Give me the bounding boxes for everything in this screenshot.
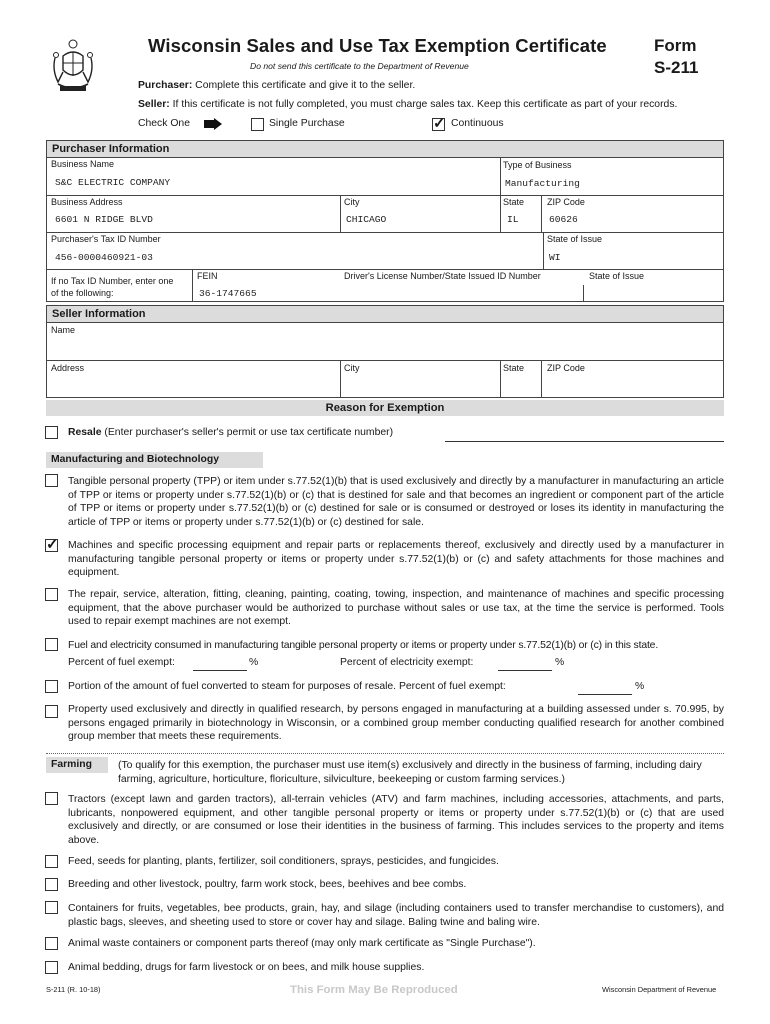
purchaser-info-heading: Purchaser Information xyxy=(46,140,724,157)
steam-pct-sign: % xyxy=(635,681,645,692)
reproduced-notice: This Form May Be Reproduced xyxy=(290,984,458,996)
form-revision: S-211 (R. 10-18) xyxy=(46,985,101,994)
fein-label: FEIN xyxy=(197,271,218,281)
form-title: Wisconsin Sales and Use Tax Exemption Certificate xyxy=(148,35,607,56)
farm-bedding-checkbox[interactable] xyxy=(45,961,58,974)
farm-livestock-checkbox[interactable] xyxy=(45,878,58,891)
elec-pct-field[interactable] xyxy=(498,670,552,671)
mfg-repair-text: The repair, service, alteration, fitting, cleaning, painting, coating, towing, inspection, and maintenance of machines and specific processing equipment, that the above purchaser would be authorized to purchase without sales or use tax, at the time the service is performed. Tools used to repair exempt machines are not exempt. xyxy=(68,589,724,628)
farm-tractors-checkbox[interactable] xyxy=(45,792,58,805)
city-label: City xyxy=(344,197,360,207)
state-value[interactable]: IL xyxy=(507,214,519,225)
seller-zip-label: ZIP Code xyxy=(547,363,585,373)
state-of-issue-value[interactable]: WI xyxy=(549,252,561,263)
drivers-license-label: Driver's License Number/State Issued ID Number xyxy=(344,271,541,281)
fuel-pct-field[interactable] xyxy=(193,670,247,671)
seller-instruction: Seller: If this certificate is not fully completed, you must charge sales tax. Keep this certificate as part of your records. xyxy=(138,99,678,110)
resale-number-field[interactable] xyxy=(445,441,724,442)
seller-city-label: City xyxy=(344,363,360,373)
type-of-business-value[interactable]: Manufacturing xyxy=(505,178,580,189)
seller-name-label: Name xyxy=(51,325,76,335)
farm-bedding-text: Animal bedding, drugs for farm livestock or on bees, and milk house supplies. xyxy=(68,962,425,973)
business-address-value[interactable]: 6601 N RIDGE BLVD xyxy=(55,214,153,225)
type-of-business-label: Type of Business xyxy=(503,160,572,170)
resale-checkbox[interactable] xyxy=(45,426,58,439)
purchaser-instruction: Purchaser: Complete this certificate and give it to the seller. xyxy=(138,80,416,91)
mfg-machines-text: Machines and specific processing equipment and repair parts or replacements thereof, exclusively and directly used by a manufacturer in manufacturing tangible personal property or items or property under s.77.52(1)(b) or (c) and safety attachments for those machines and equipment. xyxy=(68,540,724,579)
mfg-research-text: Property used exclusively and directly in qualified research, by persons engaged in manufacturing at a building assessed under s. 70.995, by persons engaged primarily in biotechnology in Wisconsin, or a combined group member conducting qualified research for another combined group member that meets these requirements. xyxy=(68,704,724,743)
mfg-steam-checkbox[interactable] xyxy=(45,680,58,693)
continuous-label: Continuous xyxy=(451,118,504,129)
steam-pct-field[interactable] xyxy=(578,694,632,695)
fuel-pct-label: Percent of fuel exempt: xyxy=(68,657,175,668)
business-name-label: Business Name xyxy=(51,159,115,169)
no-tax-id-note: If no Tax ID Number, enter one of the following: xyxy=(51,276,174,298)
farm-waste-checkbox[interactable] xyxy=(45,937,58,950)
form-subtitle: Do not send this certificate to the Department of Revenue xyxy=(250,61,469,71)
form-number xyxy=(654,35,698,79)
business-name-value[interactable]: S&C ELECTRIC COMPANY xyxy=(55,177,171,188)
state-of-issue-label: State of Issue xyxy=(547,234,603,244)
farm-tractors-text: Tractors (except lawn and garden tractors), all-terrain vehicles (ATV) and farm machines, including accessories, attachments, and parts, lubricants, nonpowered equipment, and other tangible personal property or items or property under s.77.52(1)(b) or (c) that are used exclusively and directly, or are consumed or lose their identities in the business of farming. This includes services to the property and items above. xyxy=(68,794,724,846)
farm-feed-text: Feed, seeds for planting, plants, fertilizer, soil conditioners, sprays, pesticides, and fungicides. xyxy=(68,856,499,867)
checkmark-icon: ✓ xyxy=(433,115,446,132)
farm-containers-checkbox[interactable] xyxy=(45,901,58,914)
farming-heading: Farming xyxy=(46,757,108,773)
farm-containers-text: Containers for fruits, vegetables, bee products, grain, hay, and silage (including containers used to transfer merchandise to customers), and plastic bags, sleeves, and sheeting used to store or cover hay and silage. Baling twine and baling wire. xyxy=(68,903,724,928)
state-label: State xyxy=(503,197,525,207)
seller-address-label: Address xyxy=(51,363,85,373)
mfg-steam-text: Portion of the amount of fuel converted to steam for purposes of resale. Percent of fuel exempt: xyxy=(68,681,506,692)
department-name: Wisconsin Department of Revenue xyxy=(602,985,717,994)
single-purchase-label: Single Purchase xyxy=(269,118,345,129)
tax-id-value[interactable]: 456-0000460921-03 xyxy=(55,252,153,263)
resale-label: Resale (Enter purchaser's seller's permit or use tax certificate number) xyxy=(68,427,394,438)
elec-pct-label: Percent of electricity exempt: xyxy=(340,657,474,668)
mfg-research-checkbox[interactable] xyxy=(45,705,58,718)
mfg-repair-checkbox[interactable] xyxy=(45,588,58,601)
fuel-pct-sign: % xyxy=(249,657,259,668)
farming-note: (To qualify for this exemption, the purchaser must use item(s) exclusively and directly in the business of farming, including dairy farming, agriculture, horticulture, floriculture, silviculture, beekeeping or custom farming services.) xyxy=(118,760,702,785)
state-seal-icon xyxy=(50,36,96,96)
mfg-tpp-text: Tangible personal property (TPP) or item under s.77.52(1)(b) that is used exclusively and directly by a manufacturer in manufacturing an article of TPP or items or property under s.77.52(1)(b) or (c) that is destined for sale and that becomes an ingredient or component part of the article of TPP or items or property under s.77.52(1)(b) or (c) destined for sale or is consumed or destroyed or loses its identity in manufacturing the article of TPP or items or property under s.77.52(1)(b) or (c) destined for sale. xyxy=(68,476,724,528)
seller-info-heading: Seller Information xyxy=(46,305,724,322)
city-value[interactable]: CHICAGO xyxy=(346,214,387,225)
seller-state-label: State xyxy=(503,363,525,373)
form-label: Form xyxy=(654,36,697,55)
elec-pct-sign: % xyxy=(555,657,565,668)
continuous-checkbox[interactable] xyxy=(432,115,446,132)
farm-feed-checkbox[interactable] xyxy=(45,855,58,868)
mfg-tpp-checkbox[interactable] xyxy=(45,474,58,487)
arrow-right-icon xyxy=(204,118,222,133)
manufacturing-heading: Manufacturing and Biotechnology xyxy=(46,452,263,468)
form-number-value: S-211 xyxy=(654,58,699,77)
mfg-fuel-checkbox[interactable] xyxy=(45,638,58,651)
farm-livestock-text: Breeding and other livestock, poultry, farm work stock, bees, beehives and bee combs. xyxy=(68,879,467,890)
dl-state-of-issue-label: State of Issue xyxy=(589,271,645,281)
zip-value[interactable]: 60626 xyxy=(549,214,578,225)
business-address-label: Business Address xyxy=(51,197,123,207)
check-one-label: Check One xyxy=(138,118,190,129)
mfg-fuel-text: Fuel and electricity consumed in manufacturing tangible personal property or items or property under s.77.52(1)(b) or (c) in this state. xyxy=(68,640,659,651)
single-purchase-checkbox[interactable] xyxy=(251,118,264,131)
reason-heading: Reason for Exemption xyxy=(46,400,724,416)
mfg-machines-checkbox[interactable] xyxy=(45,536,59,553)
fein-value[interactable]: 36-1747665 xyxy=(199,288,257,299)
tax-id-label: Purchaser's Tax ID Number xyxy=(51,234,161,244)
zip-label: ZIP Code xyxy=(547,197,585,207)
farm-waste-text: Animal waste containers or component parts thereof (may only mark certificate as "Single Purchase"). xyxy=(68,938,536,949)
checkmark-icon: ✓ xyxy=(46,536,59,553)
